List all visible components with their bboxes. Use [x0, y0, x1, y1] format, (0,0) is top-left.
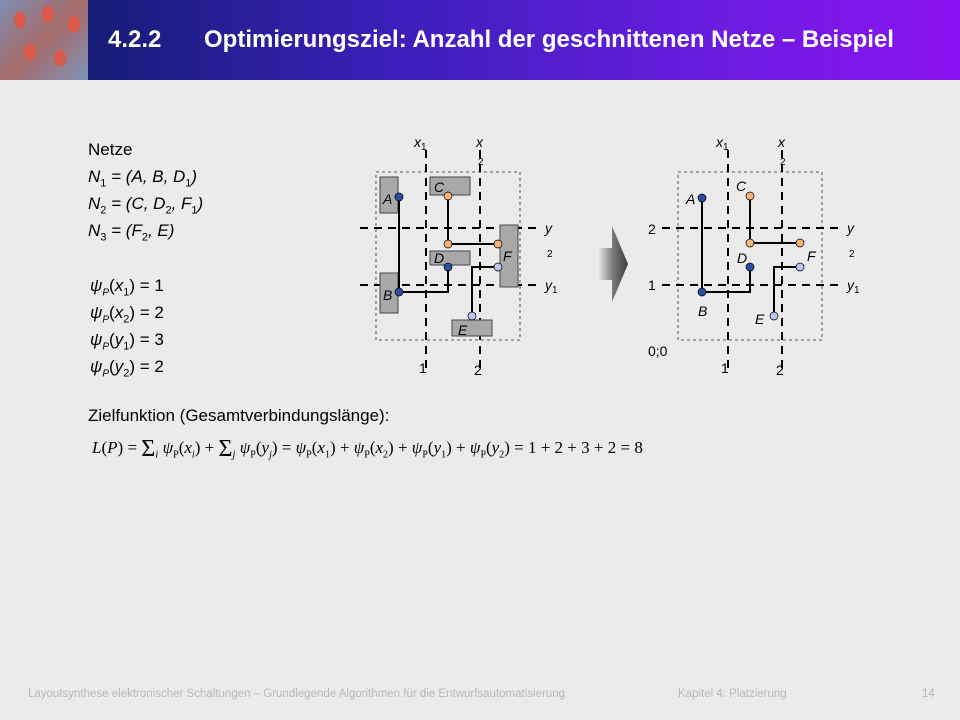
logo	[0, 0, 88, 80]
col-label-x2: x 2	[476, 134, 484, 168]
row-label-y1: $y_1$	[847, 277, 860, 296]
cell-label-c: C	[434, 179, 445, 195]
section-title: Optimierungsziel: Anzahl der geschnittenen Netze – Beispiel	[204, 26, 894, 53]
psi-x2: $\psi_P(x_2) = 2$	[90, 303, 164, 326]
origin-label: 0;0	[648, 343, 668, 359]
page-number: 14	[922, 688, 935, 700]
left-label-1: 1	[648, 277, 656, 293]
row-label-y2: y 2	[847, 220, 855, 260]
net-1: $N_1 = (A$, B, $D_1$)	[88, 167, 198, 190]
cell-label-b: B	[698, 303, 708, 319]
cell-label-d: D	[434, 250, 445, 266]
bottom-label-1: 1	[721, 360, 729, 376]
row-label-y1: $y_1$	[545, 277, 558, 296]
cell-label-d: D	[737, 250, 748, 266]
psi-y1: $\psi_P(y_1) = 3$	[90, 330, 164, 353]
cell-label-c: C	[736, 178, 747, 194]
psi-x1: $\psi_P(x_1) = 1$	[90, 276, 164, 299]
footer	[28, 688, 787, 700]
objective-heading: Zielfunktion (Gesamtverbindungslänge):	[88, 406, 390, 425]
cell-label-b: B	[383, 287, 393, 303]
placement-diagram-right	[640, 130, 880, 390]
row-label-y2: y 2	[545, 220, 553, 260]
footer-chapter: Kapitel 4: Platzierung	[678, 688, 787, 700]
section-number: 4.2.2	[108, 26, 162, 53]
psi-y2: $\psi_P(y_2) = 2$	[90, 357, 164, 380]
net-3: $N_3 = (F_2$, E)	[88, 221, 175, 244]
cell-label-a: A	[686, 191, 696, 207]
footer-course: Layoutsynthese elektronischer Schaltungen – Grundlegende Algorithmen für die Entwurfsautomatisierung	[28, 688, 565, 700]
col-label-x1: $x_1$	[414, 134, 427, 153]
objective-formula: $L(P) = \Sigma_i$ $\psi_P(x_i) + \Sigma_j$ $\psi_P(y_j) = \psi_P(x_1) + \psi_P(x_2) + \psi_P(y_1) + \psi_P(y_2) = 1 + 2 + 3 + 2 = 8$	[92, 436, 643, 462]
arrow-icon	[598, 226, 628, 302]
cell-label-e: E	[755, 311, 765, 327]
cell-label-a: A	[383, 191, 393, 207]
bottom-label-1: 1	[419, 360, 427, 376]
left-label-2: 2	[648, 221, 656, 237]
col-label-x1: $x_1$	[716, 134, 729, 153]
title-bar	[0, 0, 960, 80]
cell-label-f: F	[503, 248, 512, 264]
slide-title	[108, 26, 894, 54]
cell-label-f: F	[807, 248, 816, 264]
bottom-label-2: 2	[776, 362, 784, 378]
col-label-x2: x 2	[778, 134, 786, 168]
bottom-label-2: 2	[474, 362, 482, 378]
net-2: $N_2 = (C$, $D_2$, $F_1$)	[88, 194, 204, 217]
cell-label-e: E	[458, 322, 468, 338]
nets-heading: Netze	[88, 140, 133, 159]
placement-diagram-left	[340, 130, 580, 390]
